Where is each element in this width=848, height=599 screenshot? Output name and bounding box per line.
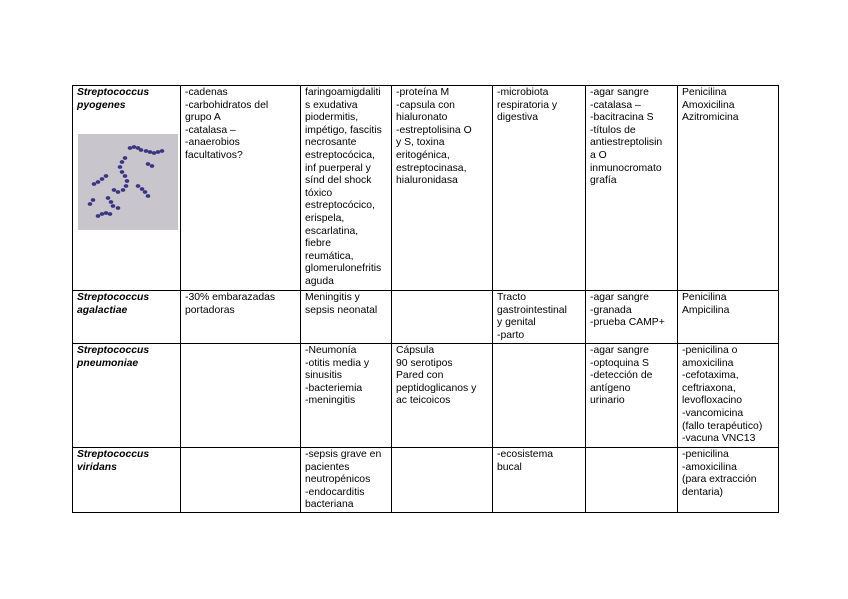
cell-text-line: -vancomicina [682, 407, 744, 419]
cell-text-line: y genital [497, 317, 536, 329]
table-row [73, 86, 779, 291]
cell-col1 [181, 344, 301, 448]
cell-col4 [493, 86, 586, 291]
cell-col3 [392, 86, 493, 291]
cell-text-line: -meningitis [305, 395, 356, 407]
cell-text-line: -sepsis grave en [305, 449, 382, 460]
species-name-cell [73, 448, 181, 513]
cell-text-line: -proteína M [396, 87, 450, 98]
cell-text-line: 90 serotipos [396, 357, 453, 369]
cell-text-line: impétigo, fascitis [305, 124, 382, 136]
cell-col2 [301, 86, 392, 291]
cell-text-line: -capsula con [396, 99, 455, 111]
cell-col2 [301, 291, 392, 344]
cell-text-line: Penicilina [682, 292, 727, 303]
cell-text-line: a O [590, 149, 607, 161]
cell-text-line: faringoamigdaliti [305, 87, 381, 98]
cell-text-line: -detección de [590, 370, 653, 382]
cell-text-line: ac teicoicos [396, 395, 451, 407]
cell-text-line: grafía [590, 175, 617, 187]
cell-text-line: -cadenas [185, 87, 228, 98]
cell-text-line: antiestreptolisin [590, 137, 663, 149]
cell-text-line: Cápsula [396, 345, 435, 356]
cell-text-line: peptidoglicanos y [396, 382, 477, 394]
cell-text-line: gastrointestinal [497, 304, 567, 316]
cell-text-line: Penicilina [682, 87, 727, 98]
cell-text-line: pacientes [305, 461, 350, 473]
cell-text-line: sínd del shock [305, 175, 372, 187]
cell-text-line: sinusitis [305, 370, 342, 382]
cell-text-line: reumática, [305, 250, 354, 262]
cell-col1 [181, 448, 301, 513]
cell-text-line: neutropénicos [305, 474, 371, 486]
cell-text-line: (fallo terapéutico) [682, 420, 763, 432]
cell-text-line: estreptocócica, [305, 149, 375, 161]
cell-col6 [678, 291, 779, 344]
cell-text-line: inmunocromato [590, 162, 662, 174]
cell-text-line: bucal [497, 461, 522, 473]
cell-text-line: estreptocinasa, [396, 162, 467, 174]
species-name-cell [73, 86, 181, 291]
cell-col4 [493, 291, 586, 344]
cell-text-line: Pared con [396, 370, 444, 382]
cell-text-line: grupo A [185, 112, 221, 124]
cell-text-line: -anaerobios [185, 137, 240, 149]
table-row [73, 344, 779, 448]
species-name-cell [73, 344, 181, 448]
cell-text-line: -estreptolisina O [396, 124, 472, 136]
cell-text-line: -agar sangre [590, 345, 649, 356]
cell-text-line: amoxicilina [682, 357, 734, 369]
cell-col5 [586, 448, 678, 513]
cell-text-line: ceftriaxona, [682, 382, 736, 394]
cell-text-line: necrosante [305, 137, 357, 149]
cell-text-line: -endocarditis [305, 486, 365, 498]
cell-text-line: sepsis neonatal [305, 304, 378, 316]
cell-text-line: y S, toxina [396, 137, 445, 149]
cell-text-line: Azitromicina [682, 112, 739, 124]
cell-text-line: -bacteriemia [305, 382, 363, 394]
cell-text-line: respiratoria y [497, 99, 558, 111]
cell-col3 [392, 291, 493, 344]
cell-text-line: -agar sangre [590, 87, 649, 98]
cell-col4 [493, 448, 586, 513]
cell-text-line: -granada [590, 304, 632, 316]
cell-text-line: tóxico [305, 187, 333, 199]
cell-text-line: eritogénica, [396, 149, 450, 161]
cell-text-line: -penicilina [682, 449, 729, 460]
cell-text-line: facultativos? [185, 149, 243, 161]
cell-text-line: -carbohidratos del [185, 99, 269, 111]
cell-text-line: antígeno [590, 382, 631, 394]
species-name: Streptococcus agalactiae [77, 292, 150, 316]
cell-text-line: -penicilina o [682, 345, 738, 356]
table-row [73, 291, 779, 344]
cell-text-line: -30% embarazadas [185, 292, 276, 303]
cell-text-line: -bacitracina S [590, 112, 654, 124]
cell-text-line: glomerulonefritis [305, 263, 382, 275]
cell-text-line: Tracto [497, 292, 527, 303]
cell-col1 [181, 291, 301, 344]
cell-text-line: -títulos de [590, 124, 636, 136]
cell-text-line: s exudativa [305, 99, 358, 111]
table-row [73, 448, 779, 513]
cell-text-line: inf puerperal y [305, 162, 371, 174]
species-name: Streptococcus pyogenes [77, 87, 150, 111]
cell-col1 [181, 86, 301, 291]
cell-col4 [493, 344, 586, 448]
cell-text-line: Amoxicilina [682, 99, 735, 111]
cell-text-line: -parto [497, 329, 525, 341]
cell-text-line: erispela, [305, 212, 345, 224]
cell-text-line: aguda [305, 275, 334, 287]
cell-text-line: -ecosistema [497, 449, 554, 460]
cell-col5 [586, 291, 678, 344]
cell-text-line: -cefotaxima, [682, 370, 739, 382]
species-name: Streptococcus pneumoniae [77, 345, 150, 369]
cell-col3 [392, 344, 493, 448]
cell-text-line: -vacuna VNC13 [682, 433, 756, 445]
cell-col2 [301, 344, 392, 448]
cell-col6 [678, 86, 779, 291]
cell-col5 [586, 86, 678, 291]
cell-text-line: digestiva [497, 112, 539, 124]
cell-text-line: piodermitis, [305, 112, 359, 124]
cell-text-line: -catalasa – [185, 124, 236, 136]
cell-text-line: urinario [590, 395, 625, 407]
cell-col5 [586, 344, 678, 448]
cell-text-line: bacteriana [305, 499, 354, 511]
cell-text-line: fiebre [305, 238, 331, 250]
streptococcus-micrograph [78, 134, 178, 230]
cell-text-line: (para extracción [682, 474, 757, 486]
cell-text-line: -otitis media y [305, 357, 370, 369]
cell-text-line: -agar sangre [590, 292, 649, 303]
cell-text-line: Ampicilina [682, 304, 730, 316]
cell-text-line: -Neumonía [305, 345, 357, 356]
species-name-cell [73, 291, 181, 344]
cell-text-line: Meningitis y [305, 292, 360, 303]
cell-text-line: levofloxacino [682, 395, 743, 407]
cell-col3 [392, 448, 493, 513]
cell-text-line: -microbiota [497, 87, 549, 98]
cell-text-line: -prueba CAMP+ [590, 317, 665, 329]
streptococcus-table [72, 85, 779, 513]
cell-text-line: -optoquina S [590, 357, 649, 369]
cell-text-line: dentaria) [682, 486, 724, 498]
species-name: Streptococcus viridans [77, 449, 150, 473]
cell-text-line: escarlatina, [305, 225, 359, 237]
cell-text-line: -amoxicilina [682, 461, 737, 473]
cell-text-line: estreptocócico, [305, 200, 375, 212]
cell-col6 [678, 448, 779, 513]
cell-col6 [678, 344, 779, 448]
cell-col2 [301, 448, 392, 513]
cell-text-line: hialuronato [396, 112, 448, 124]
cell-text-line: hialuronidasa [396, 175, 458, 187]
cell-text-line: -catalasa – [590, 99, 641, 111]
cell-text-line: portadoras [185, 304, 235, 316]
